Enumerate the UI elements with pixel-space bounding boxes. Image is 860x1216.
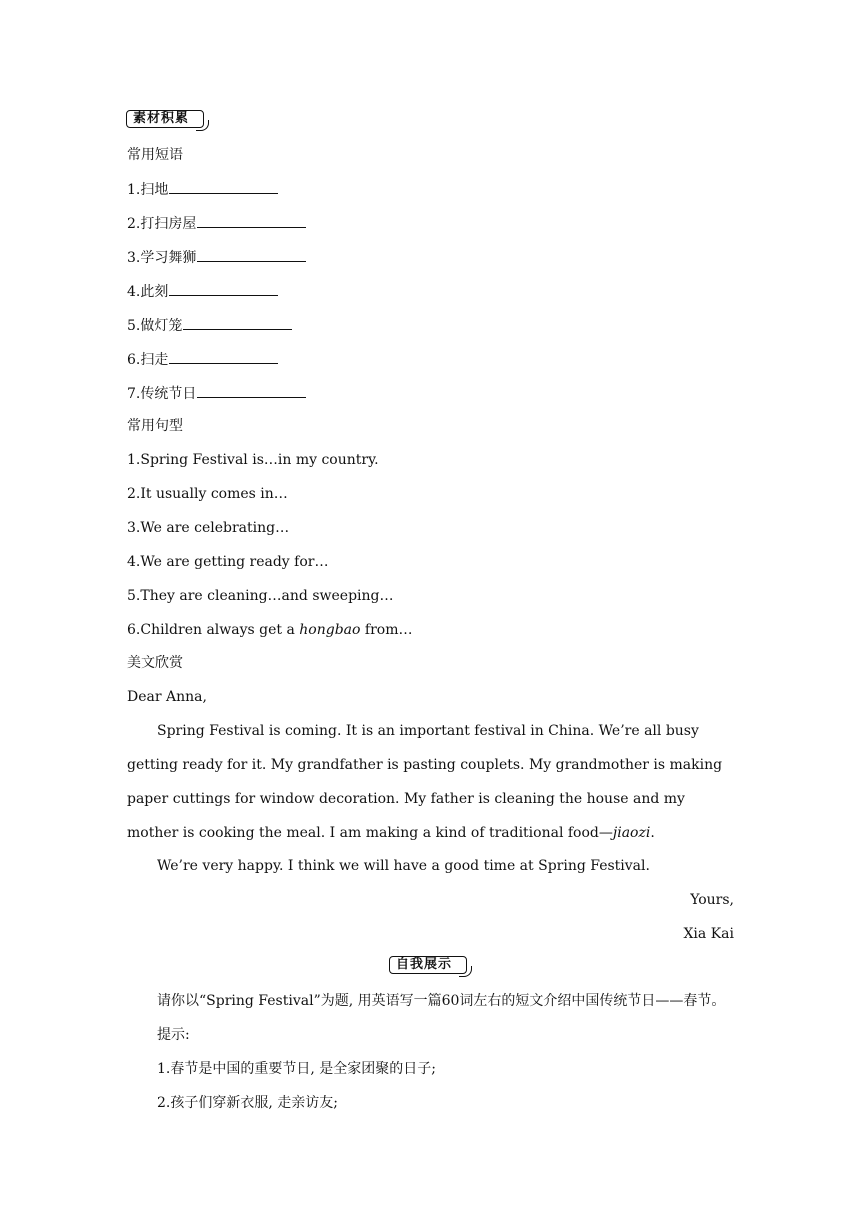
answer-blank[interactable] [183,315,292,330]
sentence-item: 2.It usually comes in… [127,486,288,502]
sentence-item: 3.We are celebrating… [127,520,290,536]
sentence-item: 1.Spring Festival is…in my country. [127,452,379,468]
sentence-item: 6.Children always get a hongbao from… [127,622,413,638]
answer-blank[interactable] [169,179,278,194]
letter-closing: Yours, [690,892,734,908]
answer-blank[interactable] [197,247,306,262]
essay-heading: 美文欣赏 [127,655,183,671]
phrase-item: 6.扫走 [127,349,278,370]
badge-tail [196,120,209,131]
sentences-heading: 常用句型 [127,418,183,434]
phrase-item: 1.扫地 [127,179,278,200]
phrase-item: 3.学习舞狮 [127,247,306,268]
letter-paragraph-1: Spring Festival is coming. It is an important festival in China. We’re all busy getting ready for it. My grandfather is pasting couplets. My grandmother is making paper cuttings for window decoration. My father is cleaning the house and my mother is cooking the meal. I am making a kind of traditional food—jiaozi. [127,723,723,841]
phrase-item: 2.打扫房屋 [127,213,306,234]
letter-signature: Xia Kai [683,926,734,942]
letter-greeting: Dear Anna, [127,689,207,705]
phrase-item: 4.此刻 [127,281,278,302]
phrase-item: 7.传统节日 [127,383,306,404]
badge-tail [459,966,472,977]
writing-prompt: 请你以“Spring Festival”为题, 用英语写一篇60词左右的短文介绍中国传统节日——春节。 [157,993,726,1009]
hint-label: 提示: [157,1027,190,1043]
hint-item: 2.孩子们穿新衣服, 走亲访友; [157,1095,338,1111]
answer-blank[interactable] [197,383,306,398]
letter-paragraph-2: We’re very happy. I think we will have a good time at Spring Festival. [157,858,650,874]
sentence-item: 5.They are cleaning…and sweeping… [127,588,394,604]
answer-blank[interactable] [169,281,278,296]
phrases-heading: 常用短语 [127,147,183,163]
phrase-item: 5.做灯笼 [127,315,292,336]
badge-label: 自我展示 [389,956,467,974]
answer-blank[interactable] [169,349,278,364]
sentence-item: 4.We are getting ready for… [127,554,329,570]
badge-label: 素材积累 [126,110,204,128]
answer-blank[interactable] [197,213,306,228]
hint-item: 1.春节是中国的重要节日, 是全家团聚的日子; [157,1061,436,1077]
